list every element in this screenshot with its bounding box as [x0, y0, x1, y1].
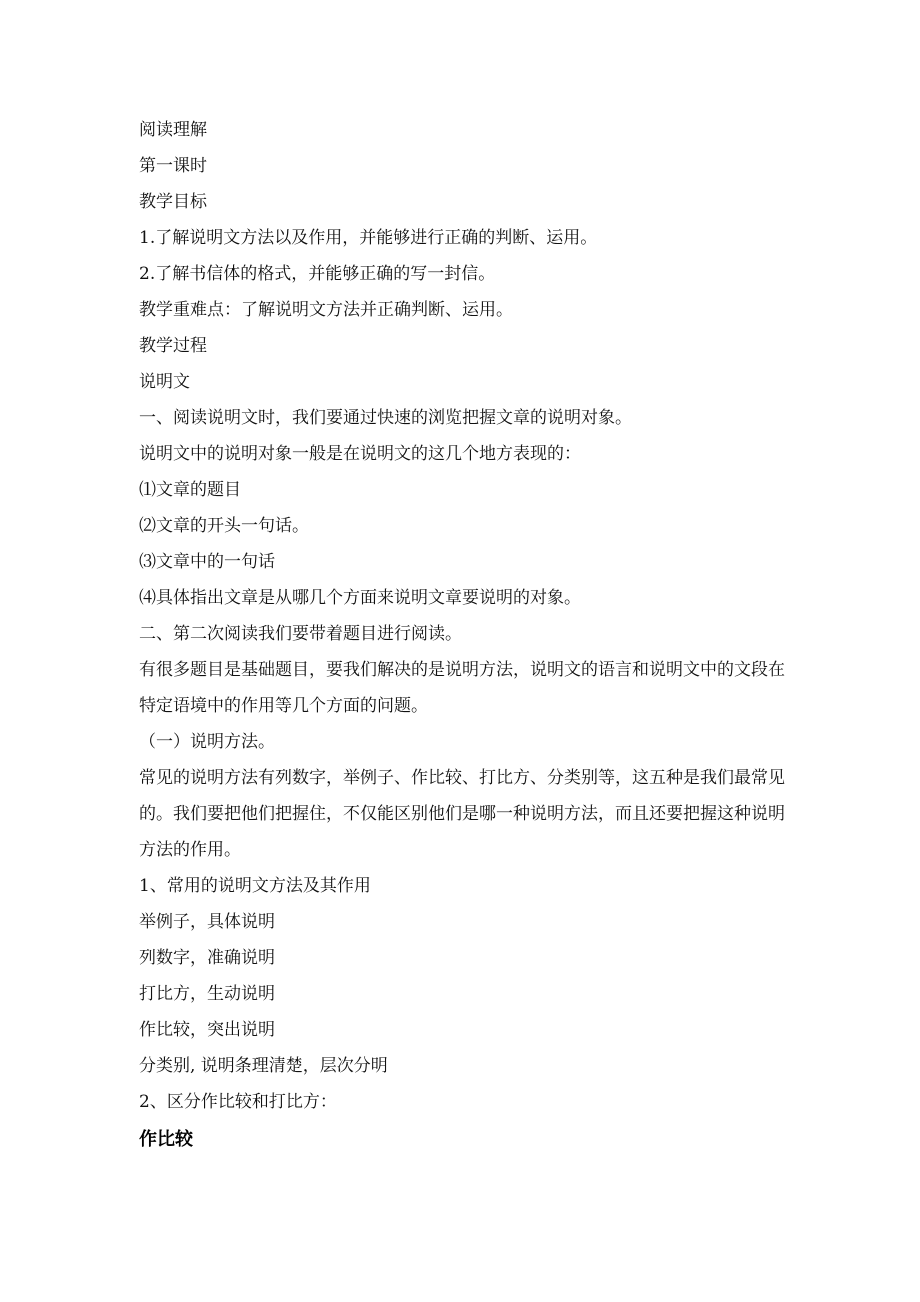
compare-subheading: 作比较 — [139, 1129, 193, 1150]
method-item: 举例子，具体说明 — [139, 912, 275, 932]
method-item: 作比较，突出说明 — [139, 1020, 275, 1040]
section-title: 说明文 — [139, 372, 190, 392]
location-item: ⑴文章的题目 — [139, 480, 241, 500]
methods-heading: 1、常用的说明文方法及其作用 — [139, 876, 371, 896]
step-two: 二、第二次阅读我们要带着题目进行阅读。 — [139, 624, 462, 644]
step-one: 一、阅读说明文时，我们要通过快速的浏览把握文章的说明对象。 — [139, 408, 632, 428]
location-item: ⑵文章的开头一句话。 — [139, 516, 309, 536]
process-heading: 教学过程 — [139, 336, 207, 356]
location-item: ⑶文章中的一句话 — [139, 552, 275, 572]
document-title: 阅读理解 — [139, 120, 207, 140]
method-item: 打比方，生动说明 — [139, 984, 275, 1004]
goal-item: 2.了解书信体的格式，并能够正确的写一封信。 — [139, 264, 496, 284]
step-one-intro: 说明文中的说明对象一般是在说明文的这几个地方表现的： — [139, 444, 581, 464]
goals-heading: 教学目标 — [139, 192, 207, 212]
lesson-label: 第一课时 — [139, 156, 207, 176]
goal-item: 1.了解说明文方法以及作用，并能够进行正确的判断、运用。 — [139, 228, 598, 248]
subsection-methods: （一）说明方法。 — [139, 732, 275, 752]
step-two-paragraph: 有很多题目是基础题目，要我们解决的是说明方法，说明文的语言和说明文中的文段在特定语境中的作用等几个方面的问题。 — [139, 660, 785, 716]
methods-paragraph: 常见的说明方法有列数字，举例子、作比较、打比方、分类别等，这五种是我们最常见的。我们要把他们把握住，不仅能区别他们是哪一种说明方法，而且还要把握这种说明方法的作用。 — [139, 768, 785, 860]
method-item: 列数字，准确说明 — [139, 948, 275, 968]
document-body — [139, 112, 789, 1160]
method-item: 分类别, 说明条理清楚，层次分明 — [139, 1056, 388, 1076]
key-points: 教学重难点：了解说明文方法并正确判断、运用。 — [139, 300, 513, 320]
location-item: ⑷具体指出文章是从哪几个方面来说明文章要说明的对象。 — [139, 588, 581, 608]
compare-heading: 2、区分作比较和打比方： — [139, 1092, 337, 1112]
